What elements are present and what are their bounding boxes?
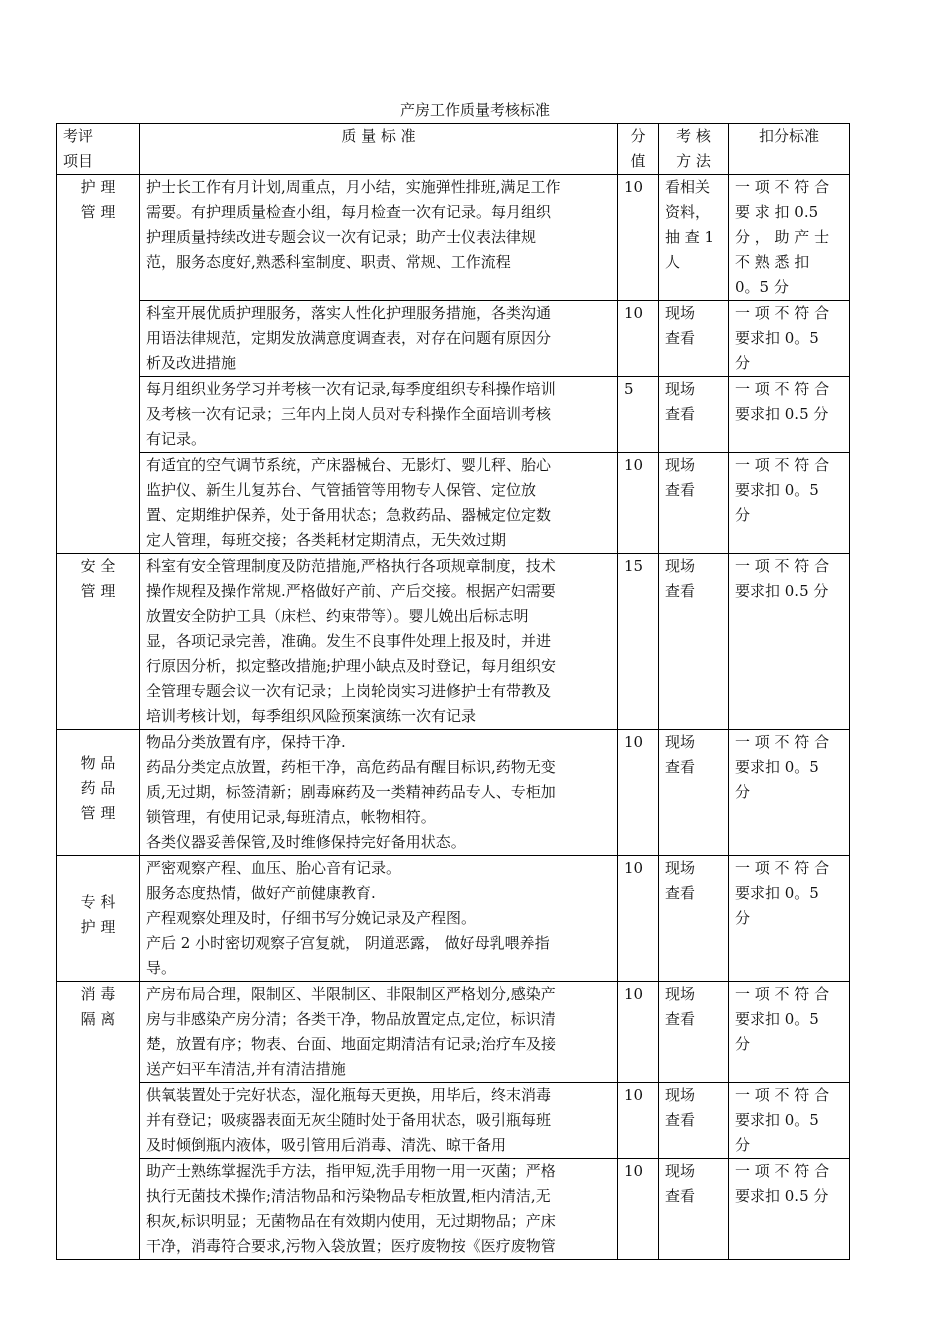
assessment-table [56, 123, 850, 1260]
deduct-text-line: 一 项 不 符 合 [735, 557, 830, 575]
category-label: 护 理 [80, 178, 116, 196]
score-value: 10 [624, 985, 644, 1003]
method-cell [659, 453, 729, 554]
category-label: 管 理 [80, 804, 116, 822]
score-value: 10 [624, 178, 644, 196]
deduct-text-line: 分 [735, 783, 751, 801]
table-row [57, 377, 850, 453]
header-score-line: 值 [630, 152, 646, 170]
table-row [57, 982, 850, 1083]
header-deduct-text: 扣分标准 [758, 127, 819, 145]
standard-cell [140, 301, 618, 377]
standard-cell [140, 1083, 618, 1159]
deduct-text-line: 要求扣 0。5 [735, 1111, 819, 1129]
deduct-text-line: 要求扣 0。5 [735, 481, 819, 499]
score-cell [618, 856, 659, 982]
method-cell [659, 730, 729, 856]
standard-cell [140, 856, 618, 982]
header-deduct [729, 124, 850, 175]
deduct-text-line: 要求扣 0。5 [735, 1010, 819, 1028]
score-cell [618, 730, 659, 856]
score-cell [618, 554, 659, 730]
method-text-line: 查看 [665, 1111, 696, 1129]
deduct-text-line: 要求扣 0.5 分 [735, 582, 829, 600]
method-text-line: 人 [665, 253, 681, 271]
table-row [57, 1159, 850, 1260]
standard-cell [140, 1159, 618, 1260]
method-text-line: 查看 [665, 758, 696, 776]
standard-text-line: 产房布局合理，限制区、半限制区、非限制区严格划分,感染产 [146, 985, 556, 1003]
deduct-text-line: 一 项 不 符 合 [735, 733, 830, 751]
deduct-text-line: 分 ， 助 产 士 [735, 228, 830, 246]
category-label: 专 科 [80, 892, 116, 911]
standard-cell [140, 453, 618, 554]
category-label: 消 毒 [80, 985, 116, 1003]
standard-text-line: 有适宜的空气调节系统，产床器械台、无影灯、婴儿秤、胎心 [146, 456, 552, 474]
standard-text-line: 产后 2 小时密切观察子宫复就， 阴道恶露， 做好母乳喂养指 [146, 934, 550, 952]
table-row [57, 453, 850, 554]
standard-text-line: 锁管理，有使用记录,每班清点，帐物相符。 [146, 808, 436, 826]
method-text-line: 看相关 [665, 178, 711, 196]
standard-text-line: 析及改进措施 [146, 354, 237, 372]
deduct-text-line: 要求扣 0。5 [735, 884, 819, 902]
standard-text-line: 楚，放置有序；物表、台面、地面定期清洁有记录;治疗车及接 [146, 1035, 557, 1053]
category-label: 管 理 [80, 582, 116, 600]
header-score [618, 124, 659, 175]
method-text-line: 资料， [665, 203, 711, 221]
deduct-text-line: 一 项 不 符 合 [735, 985, 830, 1003]
score-cell [618, 1083, 659, 1159]
method-text-line: 现场 [665, 985, 696, 1003]
category-label: 隔 离 [80, 1010, 116, 1028]
category-cell [57, 856, 140, 982]
standard-text-line: 显，各项记录完善，准确。发生不良事件处理上报及时，并进 [146, 632, 552, 650]
deduct-text-line: 不 熟 悉 扣 [735, 253, 810, 271]
standard-text-line: 护士长工作有月计划,周重点，月小结，实施弹性排班,满足工作 [146, 178, 561, 196]
method-text-line: 现场 [665, 859, 696, 877]
method-text-line: 现场 [665, 733, 696, 751]
deduct-text-line: 要求扣 0.5 分 [735, 405, 829, 423]
category-cell [57, 554, 140, 730]
header-category [57, 124, 140, 175]
deduct-text-line: 一 项 不 符 合 [735, 1086, 830, 1104]
method-text-line: 抽 查 1 [665, 228, 715, 246]
category-label: 管 理 [80, 203, 116, 221]
method-cell [659, 175, 729, 301]
deduct-text-line: 要求扣 0。5 [735, 329, 819, 347]
table-row [57, 301, 850, 377]
standard-cell [140, 982, 618, 1083]
deduct-text-line: 分 [735, 354, 751, 372]
method-text-line: 现场 [665, 456, 696, 474]
method-text-line: 查看 [665, 405, 696, 423]
header-method-line: 方 法 [676, 152, 711, 170]
category-label: 物 品 [80, 754, 116, 772]
deduct-text-line: 要求扣 0。5 [735, 758, 819, 776]
standard-cell [140, 554, 618, 730]
standard-text-line: 助产士熟练掌握洗手方法，指甲短,洗手用物一用一灭菌；严格 [146, 1162, 556, 1180]
method-cell [659, 1083, 729, 1159]
method-cell [659, 982, 729, 1083]
standard-text-line: 房与非感染产房分清；各类干净，物品放置定点,定位，标识清 [146, 1010, 556, 1028]
standard-text-line: 科室开展优质护理服务，落实人性化护理服务措施，各类沟通 [146, 304, 552, 322]
standard-text-line: 培训考核计划，每季组织风险预案演练一次有记录 [146, 707, 477, 725]
standard-text-line: 用语法律规范，定期发放满意度调查表，对存在问题有原因分 [146, 329, 552, 347]
score-value: 10 [624, 304, 644, 322]
method-text-line: 现场 [665, 557, 696, 575]
method-text-line: 查看 [665, 329, 696, 347]
standard-text-line: 需要。有护理质量检查小组，每月检查一次有记录。每月组织 [146, 203, 552, 221]
score-value: 10 [624, 733, 644, 751]
table-row [57, 554, 850, 730]
standard-text-line: 科室有安全管理制度及防范措施,严格执行各项规章制度，技术 [146, 557, 556, 575]
standard-cell [140, 377, 618, 453]
score-cell [618, 377, 659, 453]
score-value: 5 [624, 380, 634, 398]
standard-text-line: 行原因分析，拟定整改措施;护理小缺点及时登记，每月组织安 [146, 657, 557, 675]
standard-text-line: 积灰,标识明显；无菌物品在有效期内使用，无过期物品；产床 [146, 1212, 556, 1230]
standard-text-line: 定人管理，每班交接；各类耗材定期清点，无失效过期 [146, 531, 507, 549]
standard-text-line: 各类仪器妥善保管,及时维修保持完好备用状态。 [146, 833, 466, 851]
header-score-line: 分 [630, 127, 646, 145]
standard-text-line: 产程观察处理及时，仔细书写分娩记录及产程图。 [146, 909, 477, 927]
standard-text-line: 干净，消毒符合要求,污物入袋放置；医疗废物按《医疗废物管 [146, 1237, 556, 1255]
category-label: 护 理 [80, 917, 116, 936]
method-text-line: 查看 [665, 1187, 696, 1205]
deduct-text-line: 一 项 不 符 合 [735, 380, 830, 398]
deduct-cell [729, 377, 850, 453]
deduct-text-line: 分 [735, 909, 751, 927]
deduct-text-line: 0。5 分 [735, 278, 789, 296]
method-text-line: 现场 [665, 1086, 696, 1104]
deduct-text-line: 要 求 扣 0.5 [735, 203, 819, 221]
score-cell [618, 982, 659, 1083]
standard-text-line: 药品分类定点放置，药柜干净，高危药品有醒目标识,药物无变 [146, 758, 556, 776]
header-method [659, 124, 729, 175]
deduct-cell [729, 982, 850, 1083]
header-method-line: 考 核 [676, 127, 711, 145]
table-row [57, 1083, 850, 1159]
deduct-cell [729, 856, 850, 982]
score-cell [618, 301, 659, 377]
method-text-line: 查看 [665, 582, 696, 600]
score-value: 10 [624, 1086, 644, 1104]
standard-text-line: 服务态度热情，做好产前健康教育. [146, 884, 376, 902]
category-cell [57, 175, 140, 554]
standard-text-line: 监护仪、新生儿复苏台、气管插管等用物专人保管、定位放 [146, 481, 537, 499]
table-row [57, 856, 850, 982]
standard-text-line: 及时倾倒瓶内液体，吸引管用后消毒、清洗、晾干备用 [146, 1136, 507, 1154]
method-text-line: 现场 [665, 1162, 696, 1180]
deduct-cell [729, 453, 850, 554]
method-cell [659, 554, 729, 730]
method-text-line: 查看 [665, 481, 696, 499]
header-row [57, 124, 850, 175]
standard-cell [140, 730, 618, 856]
category-cell [57, 982, 140, 1260]
category-label: 安 全 [80, 557, 116, 575]
standard-text-line: 操作规程及操作常规.严格做好产前、产后交接。根据产妇需要 [146, 582, 556, 600]
deduct-text-line: 分 [735, 506, 751, 524]
deduct-text-line: 一 项 不 符 合 [735, 304, 830, 322]
standard-text-line: 置、定期维护保养，处于备用状态；急救药品、器械定位定数 [146, 506, 552, 524]
deduct-text-line: 一 项 不 符 合 [735, 859, 830, 877]
standard-text-line: 严密观察产程、血压、胎心音有记录。 [146, 859, 402, 877]
method-text-line: 现场 [665, 304, 696, 322]
header-category-line: 考评 [63, 127, 94, 145]
standard-text-line: 物品分类放置有序，保持干净. [146, 733, 346, 751]
standard-text-line: 质,无过期，标签清新；剧毒麻药及一类精神药品专人、专柜加 [146, 783, 556, 801]
score-cell [618, 175, 659, 301]
method-cell [659, 1159, 729, 1260]
standard-text-line: 执行无菌技术操作;清洁物品和污染物品专柜放置,柜内清洁,无 [146, 1187, 551, 1205]
table-row [57, 730, 850, 856]
deduct-cell [729, 1083, 850, 1159]
score-value: 10 [624, 859, 644, 877]
method-text-line: 现场 [665, 380, 696, 398]
table-row [57, 175, 850, 301]
standard-text-line: 每月组织业务学习并考核一次有记录,每季度组织专科操作培训 [146, 380, 556, 398]
document-title: 产房工作质量考核标准 [399, 101, 550, 119]
standard-text-line: 范，服务态度好,熟悉科室制度、职责、常规、工作流程 [146, 253, 511, 271]
score-cell [618, 1159, 659, 1260]
deduct-text-line: 一 项 不 符 合 [735, 1162, 830, 1180]
score-value: 15 [624, 557, 644, 575]
standard-text-line: 及考核一次有记录；三年内上岗人员对专科操作全面培训考核 [146, 405, 552, 423]
method-cell [659, 301, 729, 377]
standard-text-line: 放置安全防护工具（床栏、约束带等）。婴儿娩出后标志明 [146, 607, 529, 625]
standard-text-line: 供氧装置处于完好状态，湿化瓶每天更换，用毕后，终末消毒 [146, 1086, 552, 1104]
deduct-cell [729, 301, 850, 377]
category-label: 药 品 [80, 779, 116, 797]
deduct-text-line: 分 [735, 1035, 751, 1053]
standard-text-line: 全管理专题会议一次有记录；上岗轮岗实习进修护士有带教及 [146, 682, 552, 700]
deduct-cell [729, 175, 850, 301]
deduct-cell [729, 1159, 850, 1260]
deduct-cell [729, 554, 850, 730]
standard-cell [140, 175, 618, 301]
method-text-line: 查看 [665, 1010, 696, 1028]
standard-text-line: 并有登记；吸痰器表面无灰尘随时处于备用状态，吸引瓶每班 [146, 1111, 552, 1129]
standard-text-line: 护理质量持续改进专题会议一次有记录；助产士仪表法律规 [146, 228, 537, 246]
standard-text-line: 有记录。 [146, 430, 207, 448]
deduct-text-line: 一 项 不 符 合 [735, 456, 830, 474]
deduct-text-line: 要求扣 0.5 分 [735, 1187, 829, 1205]
standard-text-line: 导。 [146, 959, 177, 977]
score-value: 10 [624, 456, 644, 474]
method-text-line: 查看 [665, 884, 696, 902]
standard-text-line: 送产妇平车清洁,并有清洁措施 [146, 1060, 346, 1078]
score-value: 10 [624, 1162, 644, 1180]
header-standard [140, 124, 618, 175]
method-cell [659, 377, 729, 453]
deduct-cell [729, 730, 850, 856]
header-standard-text: 质 量 标 准 [341, 127, 416, 145]
method-cell [659, 856, 729, 982]
category-cell [57, 730, 140, 856]
deduct-text-line: 分 [735, 1136, 751, 1154]
deduct-text-line: 一 项 不 符 合 [735, 178, 830, 196]
score-cell [618, 453, 659, 554]
header-category-line: 项目 [63, 152, 94, 170]
